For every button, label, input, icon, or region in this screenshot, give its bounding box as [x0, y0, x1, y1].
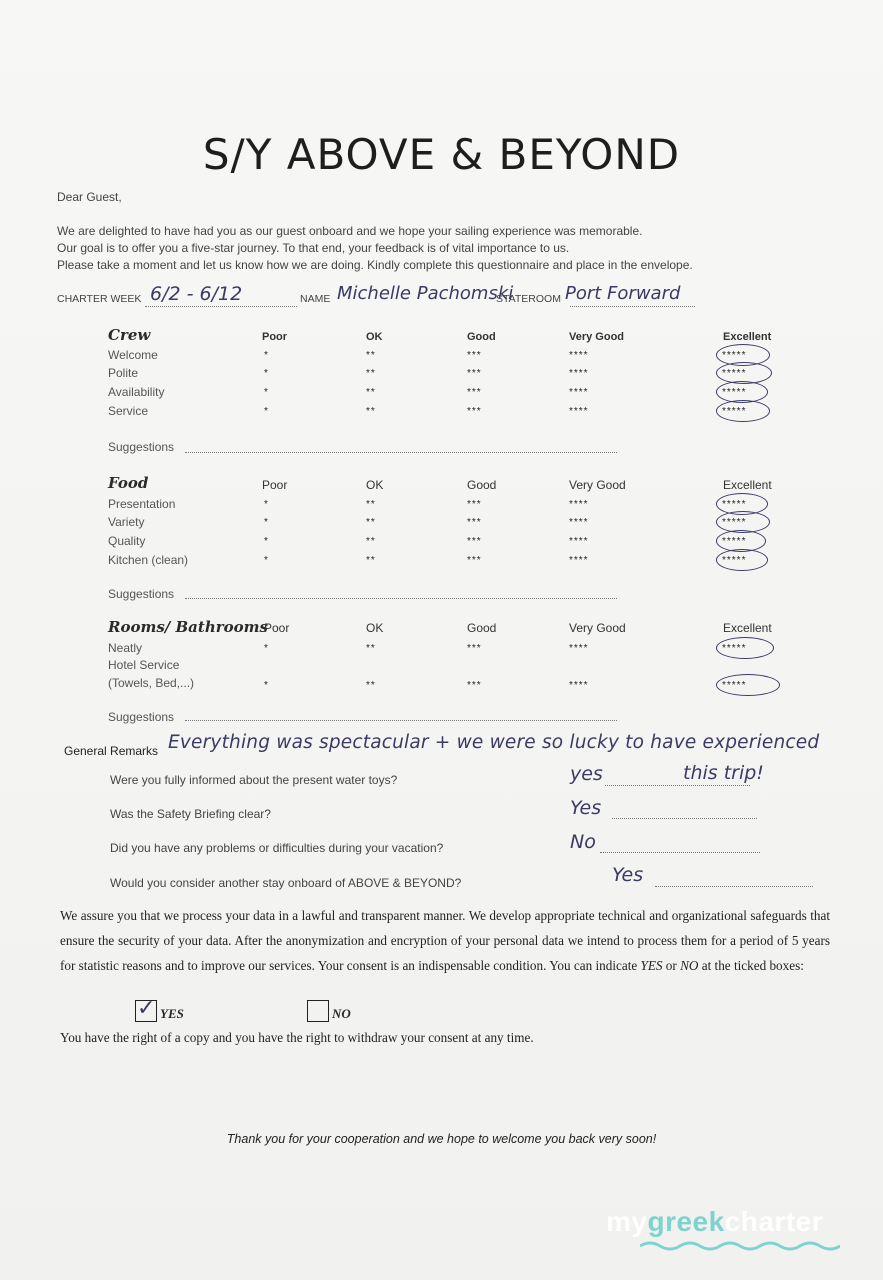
crew-col-excellent: Excellent: [723, 331, 772, 343]
food-row2-stars-1[interactable]: *: [264, 536, 269, 547]
food-col-good: Good: [467, 478, 497, 492]
food-row3-stars-3[interactable]: ***: [467, 555, 482, 566]
crew-row3-selected-circle: [716, 400, 770, 422]
food-row-kitchen: Kitchen (clean): [108, 553, 189, 567]
wave-icon: [640, 1240, 840, 1252]
rooms-row0-stars-2[interactable]: **: [366, 643, 376, 654]
rooms-section-title: Rooms/ Bathrooms: [108, 618, 268, 636]
question-safety-briefing: Was the Safety Briefing clear?: [110, 807, 271, 821]
data-privacy-text: We assure you that we process your data in a lawful and transparent manner. We develop appropriate technical and organizational safeguards that ensure the security of your data. After the anonymization and encryption of your personal data we intend to process them for a period of 5 years for statistic reasons and to improve our services. Your consent is an indispensable condition. You can indicate YES or NO at the ticked boxes:: [60, 908, 830, 973]
question-another-stay: Would you consider another stay onboard of ABOVE & BEYOND?: [110, 876, 462, 890]
food-row2-stars-2[interactable]: **: [366, 536, 376, 547]
rooms-suggestions-label: Suggestions: [108, 710, 175, 724]
food-row2-stars-3[interactable]: ***: [467, 536, 482, 547]
legal-no-word: NO: [680, 958, 699, 973]
question-problems: Did you have any problems or difficulties during your vacation?: [110, 841, 444, 855]
rooms-row2-stars-3[interactable]: ***: [467, 680, 482, 691]
crew-row3-stars-3[interactable]: ***: [467, 406, 482, 417]
crew-row2-stars-1[interactable]: *: [264, 387, 269, 398]
crew-row3-stars-4[interactable]: ****: [569, 406, 589, 417]
rooms-row-neatly: Neatly: [108, 641, 143, 655]
consent-yes-label: YES: [160, 1006, 184, 1021]
crew-row-availability: Availability: [108, 385, 165, 399]
question-water-toys: Were you fully informed about the present water toys?: [110, 773, 398, 787]
charter-week-value[interactable]: 6/2 - 6/12: [150, 283, 243, 305]
rights-text: You have the right of a copy and you have the right to withdraw your consent at any time.: [60, 1030, 534, 1045]
food-row0-stars-5[interactable]: *****: [722, 499, 747, 510]
intro-line-2: Our goal is to offer you a five-star journey. To that end, your feedback is of vital importance to us.: [57, 241, 570, 255]
food-row3-stars-4[interactable]: ****: [569, 555, 589, 566]
food-row3-stars-1[interactable]: *: [264, 555, 269, 566]
charter-week-label: CHARTER WEEK: [57, 293, 142, 305]
rooms-row0-selected-circle: [716, 637, 774, 659]
crew-row3-stars-5[interactable]: *****: [722, 406, 747, 417]
general-remarks-line2[interactable]: this trip!: [683, 762, 764, 784]
rooms-col-good: Good: [467, 621, 497, 635]
answer-safety-briefing[interactable]: Yes: [570, 797, 602, 819]
crew-row-welcome: Welcome: [108, 348, 158, 362]
rooms-row2-stars-1[interactable]: *: [264, 680, 269, 691]
food-row1-stars-2[interactable]: **: [366, 517, 376, 528]
rooms-col-very-good: Very Good: [569, 621, 626, 635]
rooms-col-poor: Poor: [264, 621, 290, 635]
general-remarks-line1[interactable]: Everything was spectacular + we were so lucky to have experienced: [168, 732, 820, 753]
general-remarks-label: General Remarks: [64, 744, 159, 758]
crew-row-polite: Polite: [108, 366, 139, 380]
crew-row1-stars-2[interactable]: **: [366, 368, 376, 379]
answer-water-toys[interactable]: yes: [570, 763, 603, 785]
crew-suggestions-line[interactable]: [185, 452, 617, 453]
crew-section-title: Crew: [108, 326, 151, 344]
food-row1-stars-1[interactable]: *: [264, 517, 269, 528]
check-mark-icon: ✓: [137, 995, 156, 1020]
crew-col-poor: Poor: [262, 331, 288, 343]
stateroom-label: STATEROOM: [496, 293, 561, 305]
food-section-title: Food: [108, 474, 149, 492]
food-col-very-good: Very Good: [569, 478, 626, 492]
mygreekcharter-logo: mygreekcharter: [606, 1206, 824, 1237]
food-col-excellent: Excellent: [723, 478, 772, 492]
food-row0-stars-3[interactable]: ***: [467, 499, 482, 510]
food-row1-stars-4[interactable]: ****: [569, 517, 589, 528]
crew-row2-stars-2[interactable]: **: [366, 387, 376, 398]
rooms-row0-stars-5[interactable]: *****: [722, 643, 747, 654]
crew-row0-stars-5[interactable]: *****: [722, 350, 747, 361]
answer-problems[interactable]: No: [570, 831, 596, 853]
crew-row1-stars-5[interactable]: *****: [722, 368, 747, 379]
crew-col-very-good: Very Good: [569, 331, 625, 343]
thank-you-text: Thank you for your cooperation and we hope to welcome you back very soon!: [226, 1132, 657, 1146]
crew-row2-stars-4[interactable]: ****: [569, 387, 589, 398]
crew-row3-stars-2[interactable]: **: [366, 406, 376, 417]
food-col-poor: Poor: [262, 478, 288, 492]
food-row-presentation: Presentation: [108, 497, 176, 511]
crew-row0-stars-2[interactable]: **: [366, 350, 376, 361]
answer-another-stay[interactable]: Yes: [612, 864, 644, 886]
intro-line-1: We are delighted to have had you as our guest onboard and we hope your sailing experience was memorable.: [57, 224, 643, 238]
name-value[interactable]: Michelle Pachomski: [337, 283, 514, 304]
crew-row1-stars-3[interactable]: ***: [467, 368, 482, 379]
food-row1-stars-5[interactable]: *****: [722, 517, 747, 528]
rooms-row0-stars-4[interactable]: ****: [569, 643, 589, 654]
food-row2-stars-4[interactable]: ****: [569, 536, 589, 547]
food-row-variety: Variety: [108, 515, 145, 529]
food-suggestions-line[interactable]: [185, 598, 617, 599]
food-row3-stars-5[interactable]: *****: [722, 555, 747, 566]
crew-row1-stars-1[interactable]: *: [264, 368, 269, 379]
food-row3-selected-circle: [716, 549, 768, 571]
consent-no-checkbox[interactable]: [307, 1000, 329, 1022]
food-suggestions-label: Suggestions: [108, 587, 175, 601]
food-row0-stars-1[interactable]: *: [264, 499, 269, 510]
consent-yes-checkbox[interactable]: [135, 995, 157, 1022]
rooms-col-excellent: Excellent: [723, 621, 772, 635]
food-row1-stars-3[interactable]: ***: [467, 517, 482, 528]
rooms-row2-stars-5[interactable]: *****: [722, 680, 747, 691]
stateroom-value[interactable]: Port Forward: [565, 283, 681, 304]
crew-row0-stars-4[interactable]: ****: [569, 350, 589, 361]
crew-row1-stars-4[interactable]: ****: [569, 368, 589, 379]
rooms-suggestions-line[interactable]: [185, 720, 617, 721]
legal-yes-word: YES: [640, 958, 663, 973]
crew-row-service: Service: [108, 404, 149, 418]
rooms-row2-selected-circle: [716, 674, 780, 696]
food-row2-stars-5[interactable]: *****: [722, 536, 747, 547]
name-label: NAME: [300, 293, 331, 305]
rooms-row-towels: (Towels, Bed,...): [108, 676, 195, 690]
intro-line-3: Please take a moment and let us know how we are doing. Kindly complete this questionnaire and place in the envelope.: [57, 258, 693, 272]
crew-row0-stars-3[interactable]: ***: [467, 350, 482, 361]
crew-row2-stars-5[interactable]: *****: [722, 387, 747, 398]
crew-suggestions-label: Suggestions: [108, 440, 175, 454]
crew-row2-stars-3[interactable]: ***: [467, 387, 482, 398]
greeting: Dear Guest,: [57, 190, 122, 204]
rooms-row2-stars-4[interactable]: ****: [569, 680, 589, 691]
food-row-quality: Quality: [108, 534, 146, 548]
document-title: S/Y ABOVE & BEYOND: [202, 130, 681, 179]
food-row0-stars-4[interactable]: ****: [569, 499, 589, 510]
rooms-row-hotel-service: Hotel Service: [108, 658, 180, 672]
crew-row3-stars-1[interactable]: *: [264, 406, 269, 417]
rooms-row0-stars-1[interactable]: *: [264, 643, 269, 654]
food-row3-stars-2[interactable]: **: [366, 555, 376, 566]
food-row0-stars-2[interactable]: **: [366, 499, 376, 510]
crew-row0-stars-1[interactable]: *: [264, 350, 269, 361]
food-col-ok: OK: [366, 478, 384, 492]
crew-col-good: Good: [467, 331, 496, 343]
rooms-row0-stars-3[interactable]: ***: [467, 643, 482, 654]
crew-col-ok: OK: [366, 331, 383, 343]
rooms-row2-stars-2[interactable]: **: [366, 680, 376, 691]
rooms-col-ok: OK: [366, 621, 384, 635]
consent-no-label: NO: [332, 1006, 351, 1021]
